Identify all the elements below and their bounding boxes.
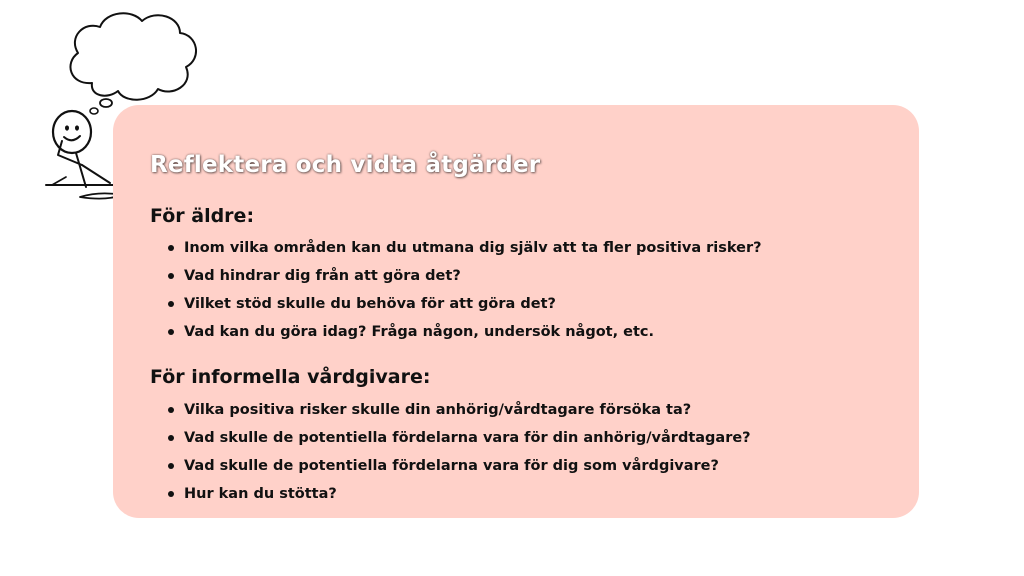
list-item: Inom vilka områden kan du utmana dig själv att ta fler positiva risker?	[166, 238, 762, 266]
slide-title: Reflektera och vidta åtgärder	[150, 152, 541, 178]
section-heading-caregivers: För informella vårdgivare:	[150, 366, 431, 388]
bullet-list-caregivers	[166, 400, 751, 512]
section-heading-elderly: För äldre:	[150, 205, 255, 227]
list-item: Vad kan du göra idag? Fråga någon, undersök något, etc.	[166, 322, 762, 350]
list-item: Vad skulle de potentiella fördelarna vara för dig som vårdgivare?	[166, 456, 751, 484]
list-item: Vilket stöd skulle du behöva för att göra det?	[166, 294, 762, 322]
list-item: Hur kan du stötta?	[166, 484, 751, 512]
list-item: Vad skulle de potentiella fördelarna vara för din anhörig/vårdtagare?	[166, 428, 751, 456]
list-item: Vilka positiva risker skulle din anhörig/vårdtagare försöka ta?	[166, 400, 751, 428]
list-item: Vad hindrar dig från att göra det?	[166, 266, 762, 294]
bullet-list-elderly	[166, 238, 762, 350]
